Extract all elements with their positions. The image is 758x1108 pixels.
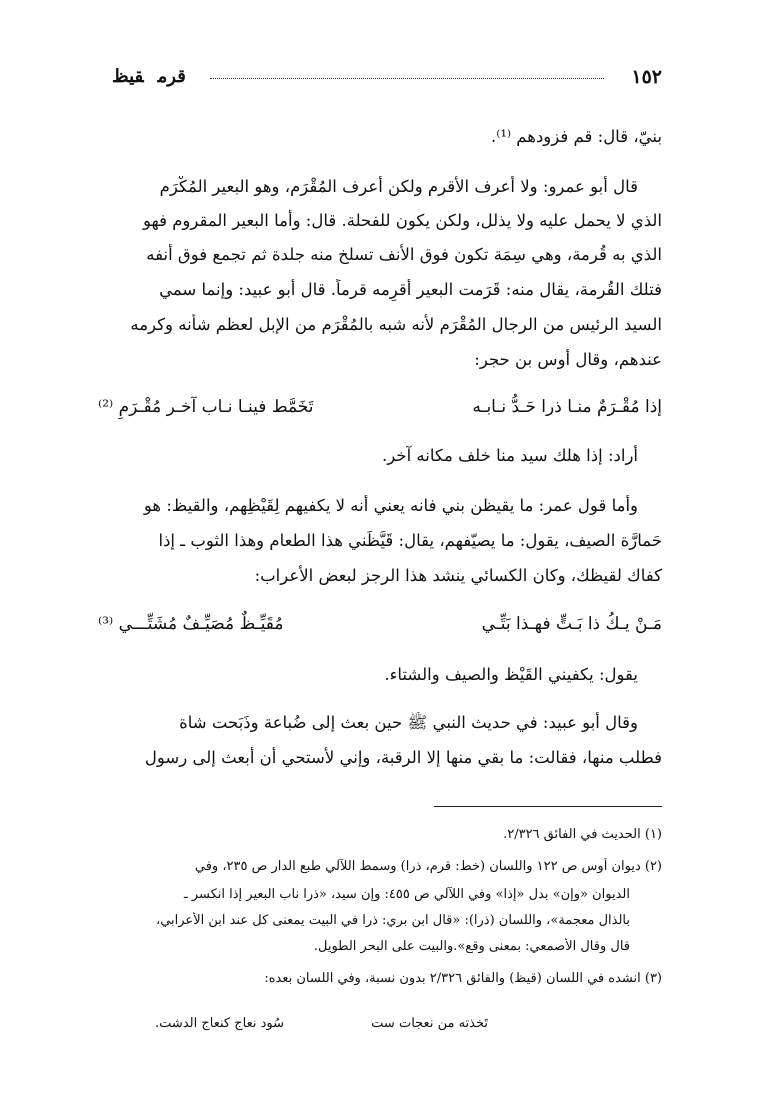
text-line: فطلب منها، فقالت: ما بقي منها إلا الرقبة، وإني لأستحي أن أبعث إلى رسول (144, 748, 662, 767)
text-line: أراد: إذا هلك سيد منا خلف مكانه آخر. (382, 446, 638, 465)
text-line: بنيّ، قال: قم فزودهم ⁽¹⁾. (491, 127, 662, 146)
footnote-2-continued: بالذال معجمة»، واللسان (ذرا): «قال ابن بري: ذرا في البيت يمعنى كل عند ابن الأعرابي، (156, 913, 630, 928)
footnote-verse-second: سُود نعاج كنعاج الدشت. (155, 1016, 284, 1031)
footnote-2-continued: الديوان «وإن» بدل «إذا» وفي اللآلي ص ٤٥٥: وإن سيد، «ذرا ناب البعير إذا انكسر ـ (183, 887, 630, 902)
verse-1-second-hemistich: تَخَمَّط فينـا نـاب آخـر مُقْـرَمِ ⁽²⁾ (98, 397, 314, 417)
text-line: وقال أبو عبيد: في حديث النبي ﷺ حين بعث إلى ضُباعة وذَبَحت شاة (179, 713, 638, 732)
text-line: حَمارَّة الصيف، يقول: ما يصيّفهم، يقال: قَيَّظَني هذا الطعام وهذا الثوب ـ إذا (158, 531, 662, 550)
verse-2-first-hemistich: مَـنْ يـكُ ذا بَـتٍّ فهـذا بَتِّـي (481, 614, 662, 634)
verse-2 (98, 614, 662, 642)
text-line: الذي لا يحمل عليه ولا يذلل، ولكن يكون للفحلة. قال: وأما البعير المقروم فهو (142, 211, 662, 230)
page-number: ١٥٢ (631, 66, 662, 88)
footnote-verse-first: تَخذته من نعجات ست (371, 1016, 488, 1031)
footnote-2: (٢) ديوان أوس ص ١٢٢ واللسان (خط: قرم، ذرا) وسمط اللآلي طبع الدار ص ٢٣٥، وفي (194, 859, 662, 874)
text-line: كفاك لقيظك، وكان الكسائي ينشد هذا الرجز لبعض الأعراب: (254, 566, 662, 585)
footnote-separator (434, 806, 662, 807)
footnote-3: (٣) انشده في اللسان (قيظ) والفائق ٢/٣٢٦ بدون نسبة، وفي اللسان بعده: (264, 971, 662, 986)
text-line: فتلك القُرمة، يقال منه: قَرَمت البعير أقرِمه قرماً. قال أبو عبيد: وإنما سمي (159, 280, 662, 299)
running-header (98, 66, 662, 96)
text-line: قال أبو عمرو: ولا أعرف الأقرم ولكن أعرف المُقْرَم، وهو البعير المُكْرَم (159, 177, 638, 196)
verse-1-first-hemistich: إذا مُقْـرَمٌ منـا ذرا حَـدُّ نـابـه (472, 397, 662, 417)
header-dotted-rule (210, 78, 604, 79)
text-line: عندهم، وقال أوس بن حجر: (474, 350, 662, 369)
header-keyword: قيظ (112, 66, 144, 87)
header-keyword: قرم (157, 66, 186, 87)
text-line: وأما قول عمر: ما يقيظن بني فانه يعني أنه لا يكفيهم لِقَيْظِهم، والقيظ: هو (143, 496, 638, 515)
verse-1 (98, 397, 662, 425)
text-line: يقول: يكفيني القَيْظ والصيف والشتاء. (384, 665, 638, 684)
footnote-2-continued: قال وقال الأصمعي: بمعنى وقع».والبيت على البحر الطويل. (313, 939, 630, 954)
header-keywords (98, 66, 186, 87)
text-line: الذي به قُرمة، وهي سِمَة تكون فوق الأنف تسلخ منه جلدة ثم تجمع فوق أنفه (146, 245, 662, 264)
verse-2-second-hemistich: مُقَيِّـظٌ مُصَيِّـفٌ مُشَتِّـــي ⁽³⁾ (98, 614, 284, 634)
footnote-1: (١) الحديث في الفائق ٢/٣٢٦. (503, 827, 662, 842)
text-line: السيد الرئيس من الرجال المُقْرَم لأنه شبه بالمُقْرَم من الإبل لعظم شأنه وكرمه (130, 315, 662, 334)
